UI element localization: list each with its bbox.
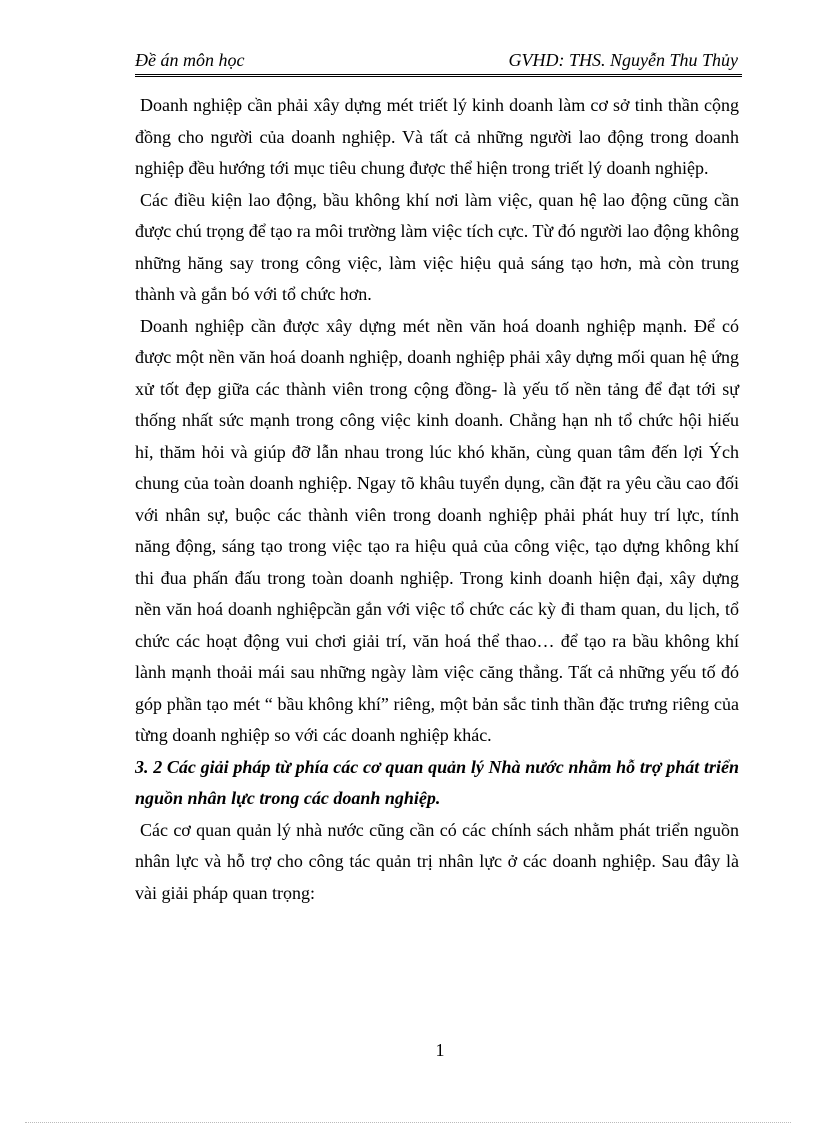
header-supervisor: GVHD: THS. Nguyễn Thu Thủy [508, 50, 738, 70]
page-header [135, 48, 742, 77]
paragraph-corporate-culture: Doanh nghiệp cần được xây dựng mét nền văn hoá doanh nghiệp mạnh. Để có được một nền văn hoá doanh nghiệp, doanh nghiệp phải xây dựng mối quan hệ ứng xử tốt đẹp giữa các thành viên trong cộng đồng- là yếu tố nền tảng để đạt tới sự thống nhất sức mạnh trong công việc kinh doanh. Chẳng hạn nh tổ chức hội hiếu hỉ, thăm hỏi và giúp đỡ lẫn nhau trong lúc khó khăn, cùng quan tâm đến lợi Ých chung của toàn doanh nghiệp. Ngay tõ khâu tuyển dụng, cần đặt ra yêu cầu cao đối với nhân sự, buộc các thành viên trong doanh nghiệp phải phát huy trí lực, tính năng động, sáng tạo trong việc tạo ra hiệu quả của công việc, tạo dựng không khí thi đua phấn đấu trong toàn doanh nghiệp. Trong kinh doanh hiện đại, xây dựng nền văn hoá doanh nghiệpcần gắn với việc tổ chức các kỳ đi tham quan, du lịch, tổ chức các hoạt động vui chơi giải trí, văn hoá thể thao… để tạo ra bầu không khí lành mạnh thoải mái sau những ngày làm việc căng thẳng. Tất cả những yếu tố đó góp phần tạo mét “ bầu không khí” riêng, một bản sắc tinh thần đặc trưng riêng của từng doanh nghiệp so với các doanh nghiệp khác. [135, 315, 739, 745]
paragraph-state-solutions: Các cơ quan quản lý nhà nước cũng cần có các chính sách nhằm phát triển nguồn nhân lực và hỗ trợ cho công tác quản trị nhân lực ở các doanh nghiệp. Sau đây là vài giải pháp quan trọng: [135, 819, 739, 903]
section-heading: 3. 2 Các giải pháp từ phía các cơ quan quản lý Nhà nước nhằm hỗ trợ phát triển nguồn nhân lực trong các doanh nghiệp. [135, 756, 739, 808]
document-body [135, 90, 739, 909]
page-number: 1 [435, 1040, 445, 1060]
paragraph-business-philosophy: Doanh nghiệp cần phải xây dựng mét triết lý kinh doanh làm cơ sở tinh thần cộng đồng cho người của doanh nghiệp. Và tất cả những người lao động trong doanh nghiệp đều hướng tới mục tiêu chung được thể hiện trong triết lý doanh nghiệp. [135, 95, 739, 178]
header-course-title: Đề án môn học [135, 50, 245, 70]
paragraph-working-conditions: Các điều kiện lao động, bầu không khí nơi làm việc, quan hệ lao động cũng cần được chú trọng để tạo ra môi trường làm việc tích cực. Từ đó người lao động không những hăng say trong công việc, làm việc hiệu quả sáng tạo hơn, mà còn trung thành và gắn bó với tổ chức hơn. [135, 189, 739, 304]
